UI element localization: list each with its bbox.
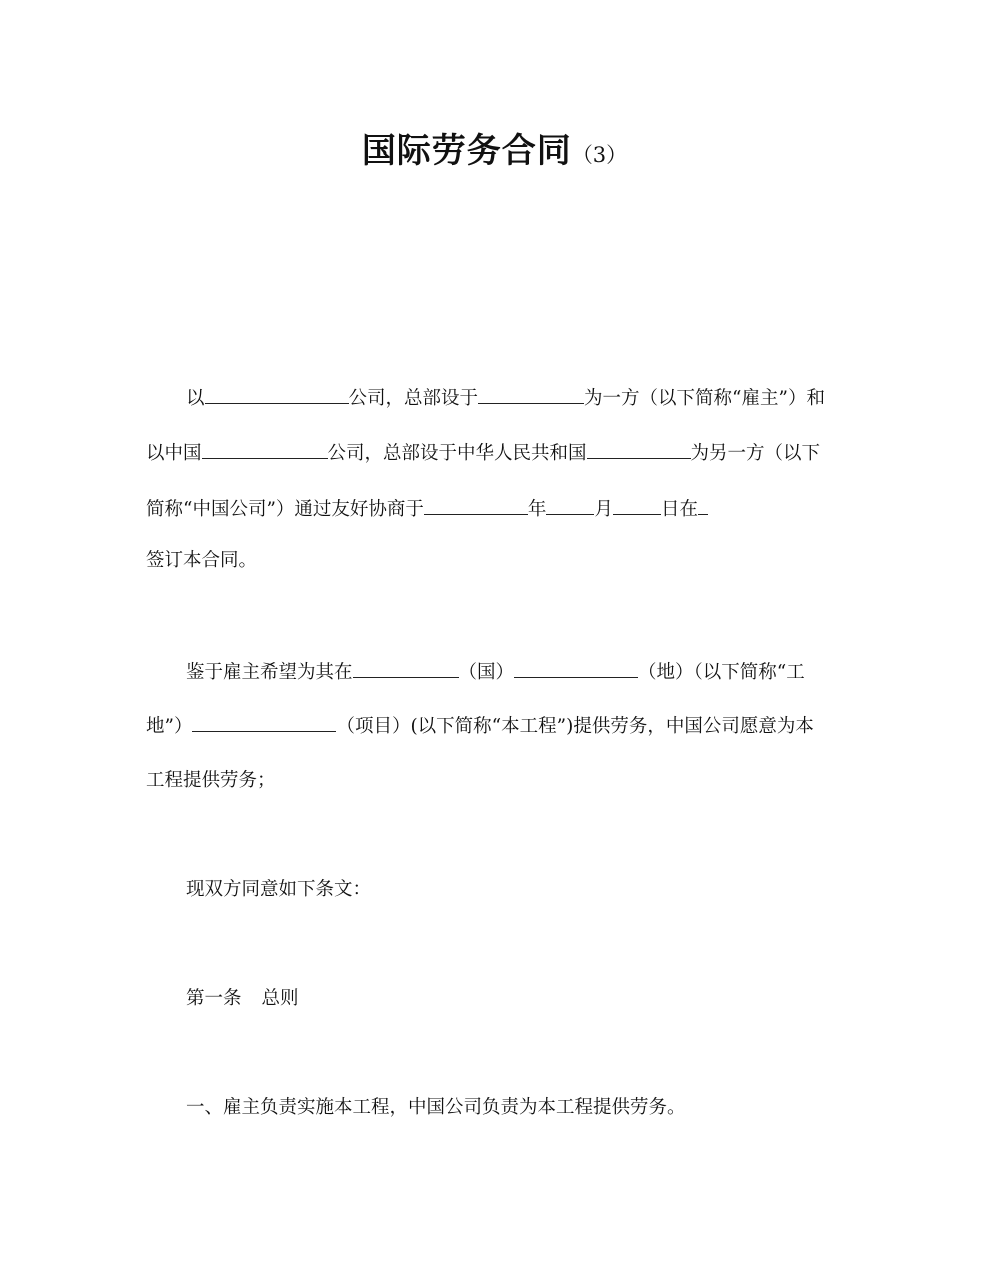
text-segment: 简称“中国公司”）通过友好协商于: [146, 499, 424, 520]
fill-blank-year[interactable]: [424, 496, 528, 515]
paragraph1-line1: [186, 385, 825, 409]
text-segment: 月: [594, 499, 613, 520]
fill-blank-employer-hq[interactable]: [478, 385, 584, 404]
text-segment: 鉴于雇主希望为其在: [186, 662, 353, 683]
title-main: 国际劳务合同: [361, 131, 572, 171]
paragraph2-line1: [186, 659, 805, 683]
fill-blank-country[interactable]: [353, 659, 459, 678]
title-number: （3）: [571, 143, 628, 167]
paragraph2-line3: 工程提供劳务；: [146, 770, 276, 791]
fill-blank-month[interactable]: [546, 496, 594, 515]
paragraph1-line3: [146, 496, 708, 520]
text-segment: 日在: [660, 499, 698, 520]
text-segment: 为一方（以下简称“雇主”）和: [584, 388, 825, 409]
text-segment: 公司，总部设于: [348, 388, 479, 409]
clause1: 一、雇主负责实施本工程，中国公司负责为本工程提供劳务。: [186, 1097, 686, 1118]
fill-blank-project[interactable]: [192, 713, 336, 732]
paragraph3: 现双方同意如下条文：: [186, 879, 372, 900]
paragraph1-line4: 签订本合同。: [146, 550, 258, 571]
fill-blank-place[interactable]: [698, 496, 708, 515]
article-title: 总则: [261, 988, 299, 1009]
fill-blank-location[interactable]: [514, 659, 638, 678]
fill-blank-chinese-company[interactable]: [202, 440, 328, 459]
fill-blank-chinese-hq[interactable]: [587, 440, 691, 459]
text-segment: 为另一方（以下: [690, 443, 821, 464]
text-segment: 以: [186, 388, 205, 409]
fill-blank-employer-company[interactable]: [205, 385, 349, 404]
text-segment: （地）（以下简称“工: [638, 662, 805, 683]
article1-heading: [186, 987, 299, 1011]
paragraph2-line2: [146, 713, 814, 737]
text-segment: 地”）: [146, 716, 193, 737]
document-title: [0, 123, 989, 172]
article-number: 第一条: [186, 988, 242, 1009]
fill-blank-day[interactable]: [613, 496, 661, 515]
paragraph1-line2: [146, 440, 820, 464]
text-segment: （国）: [458, 662, 515, 683]
text-segment: 公司，总部设于中华人民共和国: [327, 443, 587, 464]
text-segment: （项目）(以下简称“本工程”)提供劳务，中国公司愿意为本: [336, 716, 814, 737]
text-segment: 年: [527, 499, 547, 520]
text-segment: 以中国: [146, 443, 202, 464]
